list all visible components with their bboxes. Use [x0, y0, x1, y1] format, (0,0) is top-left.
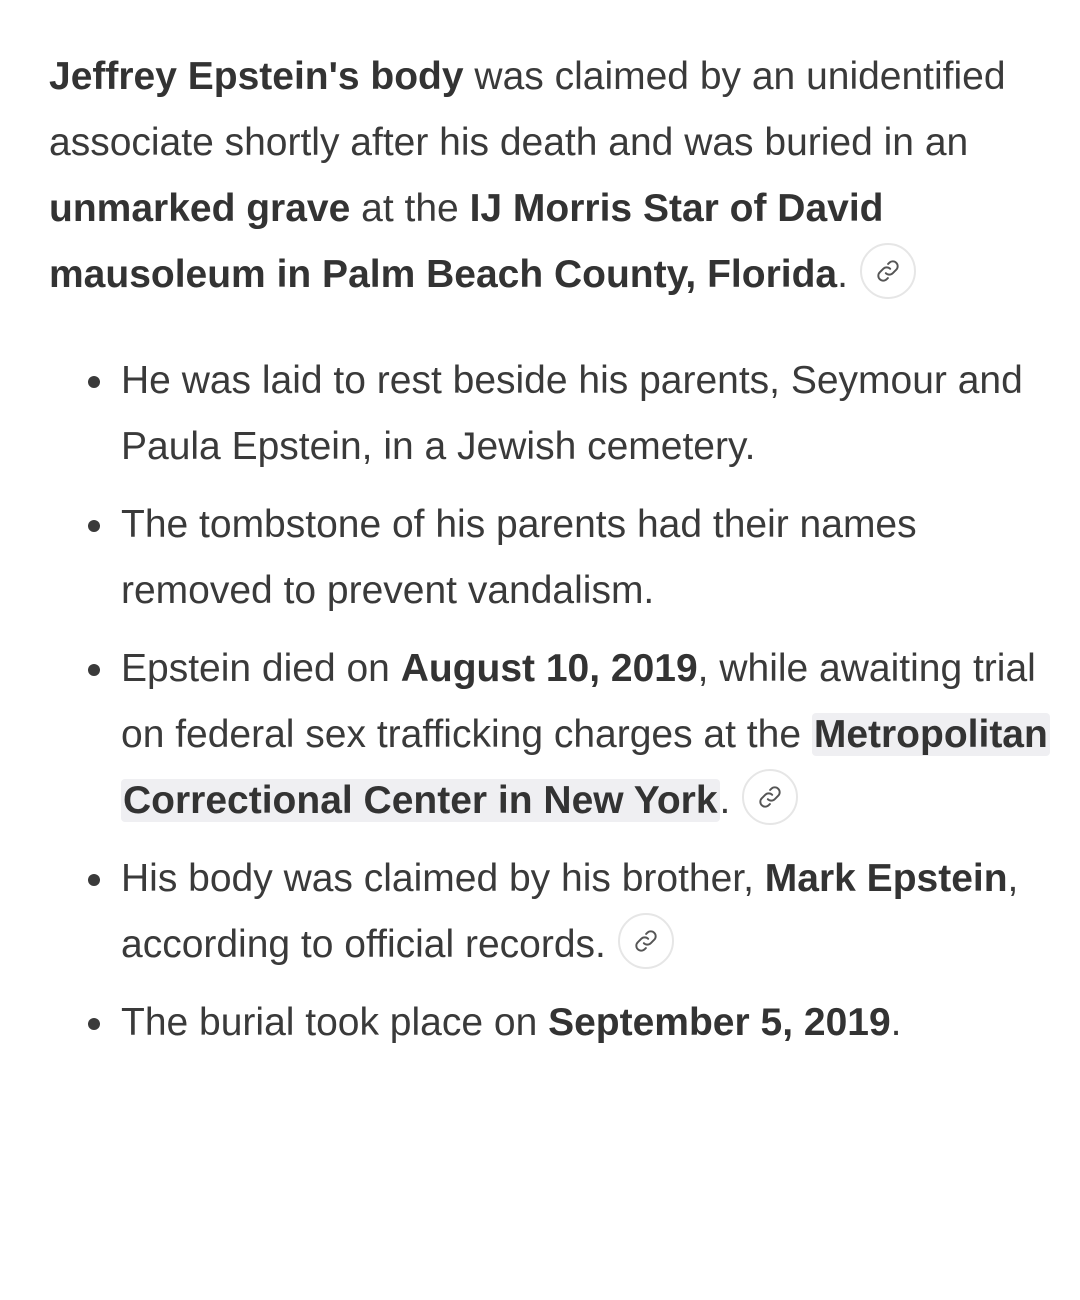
bullet-dot	[88, 874, 100, 886]
intro-text-3: .	[837, 253, 848, 296]
answer-content	[49, 44, 1049, 1068]
link-icon	[757, 784, 783, 810]
bullet-bold-date: September 5, 2019	[548, 1001, 891, 1044]
bullet-text: The tombstone of his parents had their names removed to prevent vandalism.	[121, 503, 917, 612]
list-item	[49, 492, 1049, 624]
intro-bold-location: IJ Morris Star of David mausoleum in Palm Beach County, Florida	[49, 187, 884, 296]
bullet-text-2: , while awaiting trial on federal sex trafficking charges at the	[121, 647, 1036, 756]
list-item	[49, 990, 1049, 1056]
bullet-bold-name: Mark Epstein	[764, 857, 1008, 900]
bullet-text-2: .	[890, 1001, 902, 1044]
bullet-bold-date: August 10, 2019	[400, 647, 698, 690]
list-item	[49, 846, 1049, 978]
bullet-dot	[88, 520, 100, 532]
intro-bold-subject: Jeffrey Epstein's body	[49, 55, 464, 98]
citation-link-button[interactable]	[742, 769, 798, 825]
mcc-link[interactable]: Metropolitan Correctional Center in New York	[123, 713, 1048, 822]
list-item	[49, 348, 1049, 480]
list-item	[49, 636, 1049, 834]
intro-text-1: was claimed by an unidentified associate shortly after his death and was buried in an	[49, 55, 1006, 164]
link-icon	[633, 928, 659, 954]
bullet-text-2: , according to official records.	[121, 857, 1019, 966]
bullet-text: He was laid to rest beside his parents, Seymour and Paula Epstein, in a Jewish cemetery.	[121, 359, 1023, 468]
bullet-text-1: The burial took place on	[121, 1001, 549, 1044]
bullet-dot	[88, 664, 100, 676]
bullet-text-3: .	[719, 779, 731, 822]
citation-link-button[interactable]	[860, 243, 916, 299]
intro-text-2: at the	[350, 187, 470, 230]
intro-paragraph	[49, 44, 1049, 308]
bullet-text-1: His body was claimed by his brother,	[121, 857, 765, 900]
citation-link-button[interactable]	[618, 913, 674, 969]
bullet-dot	[88, 1018, 100, 1030]
link-icon	[875, 258, 901, 284]
bullet-dot	[88, 376, 100, 388]
intro-bold-grave: unmarked grave	[49, 187, 351, 230]
bullet-list	[49, 348, 1049, 1056]
bullet-text-1: Epstein died on	[121, 647, 401, 690]
